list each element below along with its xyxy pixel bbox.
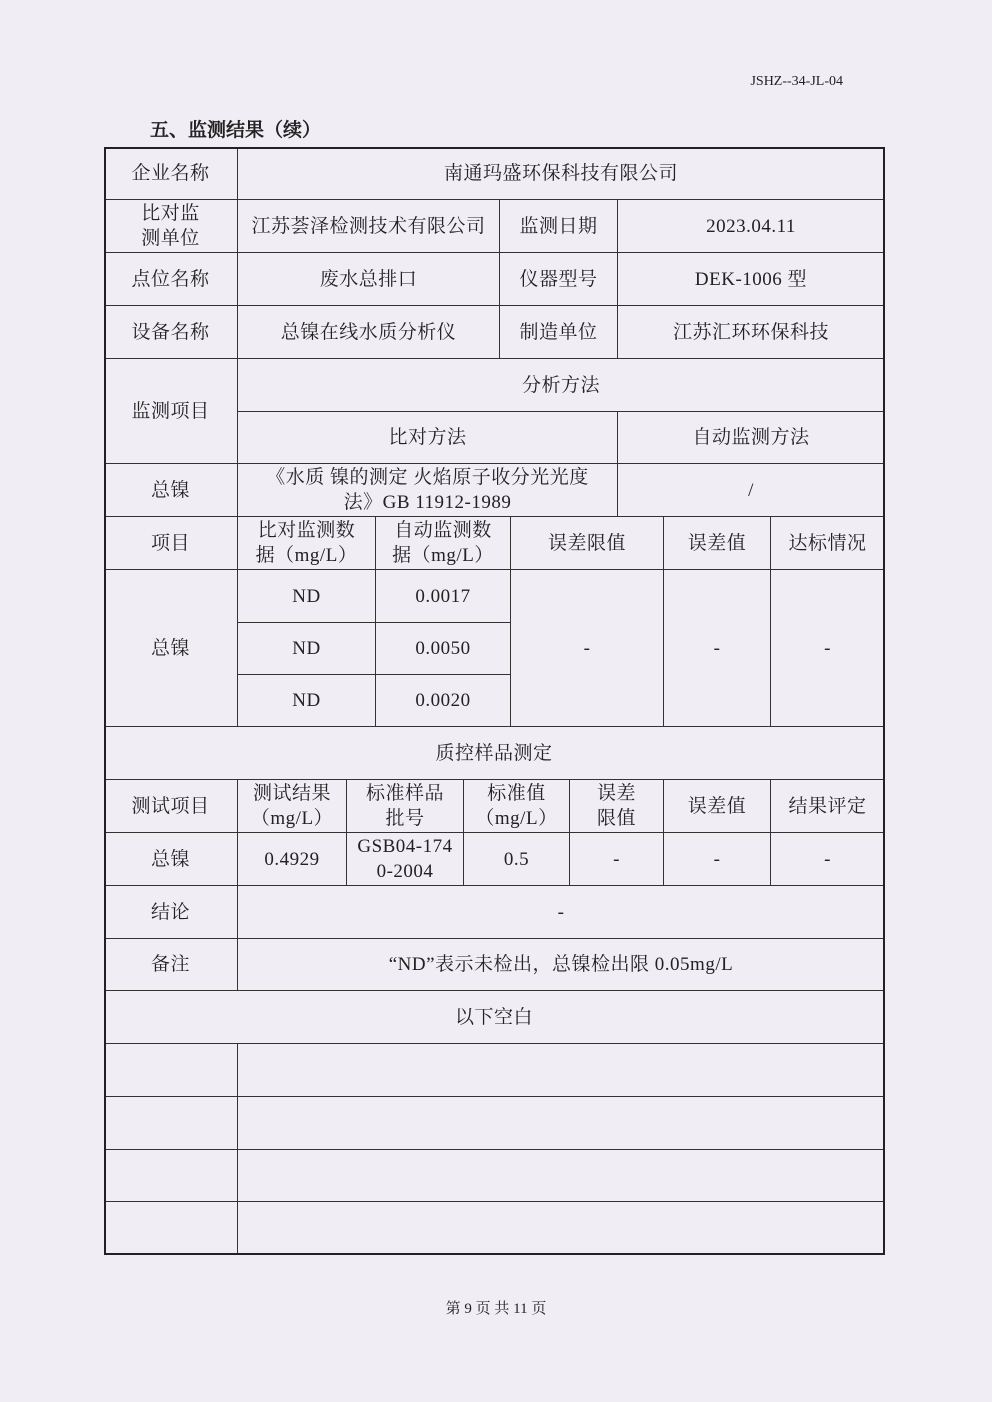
qc-evaluation: - (771, 833, 885, 886)
comparison-compliance: - (771, 570, 885, 727)
empty-label-cell (104, 1202, 238, 1255)
empty-value-cell (238, 1097, 885, 1150)
comparison-auto-value: 0.0050 (376, 623, 511, 675)
comparison-compare-value: ND (238, 675, 376, 727)
empty-value-cell (238, 1044, 885, 1097)
comparison-header-auto-data: 自动监测数 据（mg/L） (376, 517, 511, 570)
point-name-value: 废水总排口 (238, 253, 500, 306)
page-number: 第 9 页 共 11 页 (445, 1301, 547, 1317)
comparison-header-error-value: 误差值 (664, 517, 771, 570)
empty-value-cell (238, 1150, 885, 1202)
monitoring-date-value: 2023.04.11 (618, 200, 885, 253)
monitoring-date-label: 监测日期 (500, 200, 618, 253)
comparison-header-compliance: 达标情况 (771, 517, 885, 570)
compare-method-header: 比对方法 (238, 412, 618, 464)
comparison-header-compare-data: 比对监测数 据（mg/L） (238, 517, 376, 570)
remark-value: “ND”表示未检出，总镍检出限 0.05mg/L (238, 939, 885, 991)
comparison-header-item: 项目 (104, 517, 238, 570)
qc-header-error-value: 误差值 (664, 780, 771, 833)
qc-batch-number: GSB04-174 0-2004 (347, 833, 464, 886)
instrument-model-value: DEK-1006 型 (618, 253, 885, 306)
comparison-compare-value: ND (238, 623, 376, 675)
compare-unit-label: 比对监 测单位 (104, 200, 238, 253)
remark-label: 备注 (104, 939, 238, 991)
comparison-error-value: - (664, 570, 771, 727)
method-item: 总镍 (104, 464, 238, 517)
comparison-auto-value: 0.0020 (376, 675, 511, 727)
comparison-item: 总镍 (104, 570, 238, 727)
compare-method-value: 《水质 镍的测定 火焰原子收分光光度 法》GB 11912-1989 (238, 464, 618, 517)
qc-header-test-result: 测试结果 （mg/L） (238, 780, 347, 833)
qc-error-value: - (664, 833, 771, 886)
conclusion-value: - (238, 886, 885, 939)
comparison-header-error-limit: 误差限值 (511, 517, 664, 570)
compare-unit-value: 江苏荟泽检测技术有限公司 (238, 200, 500, 253)
comparison-error-limit: - (511, 570, 664, 727)
monitoring-results-table (104, 147, 885, 1255)
instrument-model-label: 仪器型号 (500, 253, 618, 306)
device-name-label: 设备名称 (104, 306, 238, 359)
auto-method-value: / (618, 464, 885, 517)
section-title: 五、监测结果（续） (150, 120, 322, 141)
monitoring-item-label: 监测项目 (104, 359, 238, 464)
auto-method-header: 自动监测方法 (618, 412, 885, 464)
point-name-label: 点位名称 (104, 253, 238, 306)
blank-below-note: 以下空白 (104, 991, 885, 1044)
empty-label-cell (104, 1150, 238, 1202)
company-label: 企业名称 (104, 147, 238, 200)
empty-label-cell (104, 1044, 238, 1097)
qc-standard-value: 0.5 (464, 833, 570, 886)
qc-header-evaluation: 结果评定 (771, 780, 885, 833)
qc-header-test-item: 测试项目 (104, 780, 238, 833)
qc-test-result: 0.4929 (238, 833, 347, 886)
empty-label-cell (104, 1097, 238, 1150)
manufacturer-label: 制造单位 (500, 306, 618, 359)
company-value: 南通玛盛环保科技有限公司 (238, 147, 885, 200)
analysis-method-header: 分析方法 (238, 359, 885, 412)
qc-header-error-limit: 误差 限值 (570, 780, 664, 833)
qc-header-batch-number: 标准样品 批号 (347, 780, 464, 833)
qc-error-limit: - (570, 833, 664, 886)
device-name-value: 总镍在线水质分析仪 (238, 306, 500, 359)
qc-section-title: 质控样品测定 (104, 727, 885, 780)
qc-test-item: 总镍 (104, 833, 238, 886)
manufacturer-value: 江苏汇环环保科技 (618, 306, 885, 359)
comparison-auto-value: 0.0017 (376, 570, 511, 623)
empty-value-cell (238, 1202, 885, 1255)
document-code: JSHZ--34-JL-04 (750, 74, 843, 89)
qc-header-standard-value: 标准值 （mg/L） (464, 780, 570, 833)
conclusion-label: 结论 (104, 886, 238, 939)
comparison-compare-value: ND (238, 570, 376, 623)
